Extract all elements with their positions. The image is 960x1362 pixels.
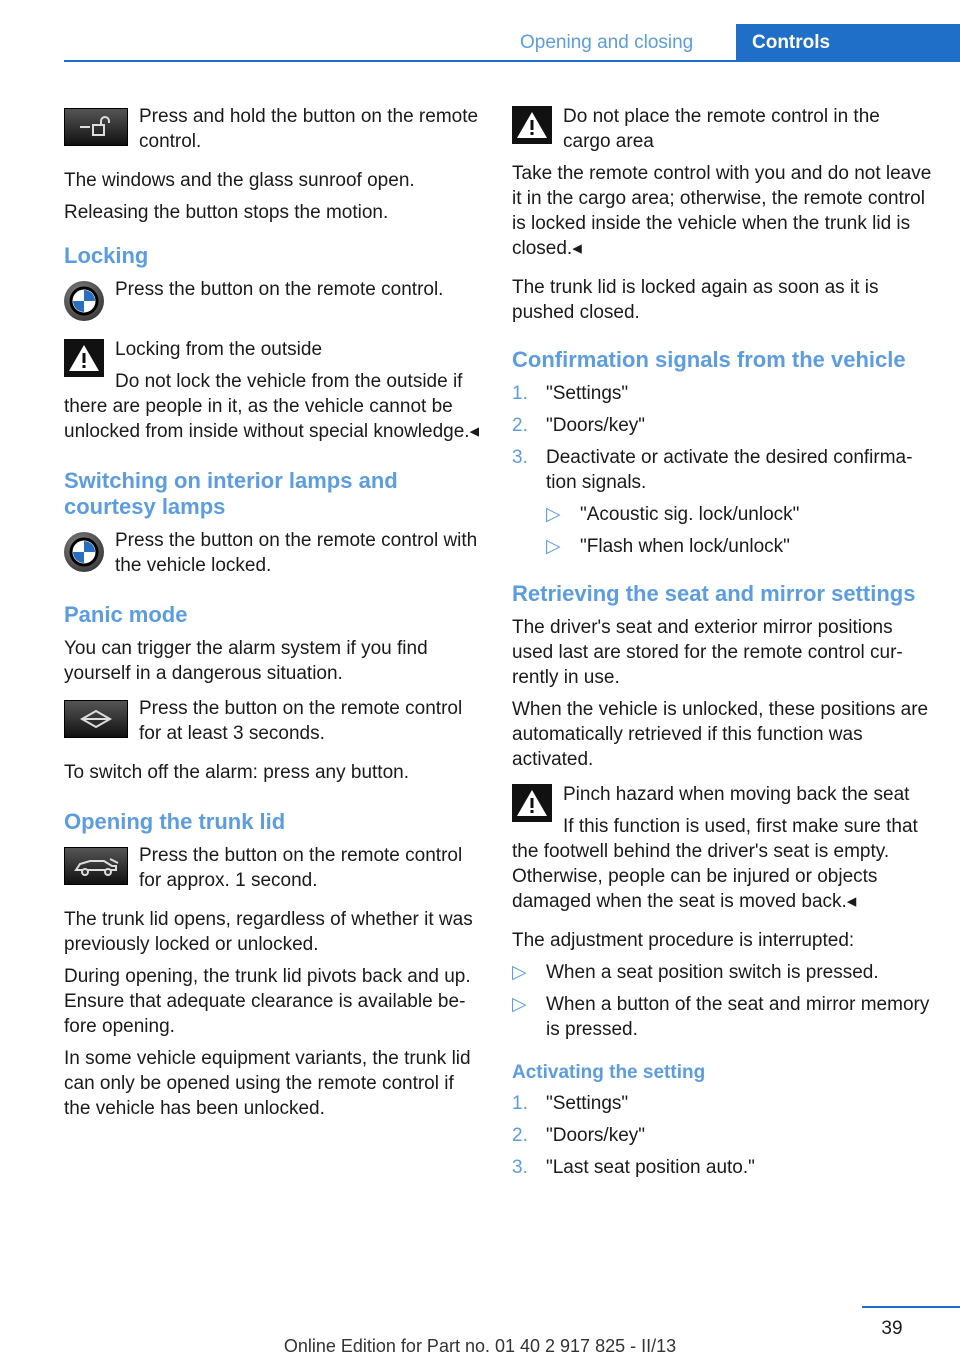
pinch-warning [512,782,932,914]
heading-confirmation: Confirmation signals from the vehicle [512,347,906,372]
windows-open-text: The windows and the glass sunroof open. [64,170,415,191]
lamps-text: Press the button on the remote control with the vehicle locked. [115,530,478,576]
heading-panic: Panic mode [64,602,188,627]
locking-warning-title: Locking from the outside [115,339,323,360]
trunk-pivot-text: During opening, the trunk lid pivots back and up. Ensure that adequate clearance is available before opening. [64,966,471,1037]
right-column [512,104,932,1187]
pinch-warning-text: If this function is used, first make sure that the footwell behind the driver's seat is empty. Otherwise, people can be injured or objects damaged when the seat is moved back.◂ [512,816,918,912]
open-windows-text: Press and hold the button on the remote control. [139,106,479,152]
panic-block [64,696,484,746]
relock-text: The trunk lid is locked again as soon as it is pushed closed. [512,277,879,323]
footer-edition: Online Edition for Part no. 01 40 2 917 825 - II/13 [283,1336,677,1356]
heading-lamps: Switching on interior lamps and courtesy lamps [64,468,398,519]
heading-locking: Locking [64,243,149,268]
heading-activating: Activating the setting [512,1062,706,1083]
list-item: 3. "Last seat position auto." [512,1157,755,1178]
list-item: 2. "Doors/key" [512,1125,646,1146]
warning-icon [64,339,104,377]
list-item: 2. "Doors/key" [512,415,646,436]
panic-press-text: Press the button on the remote control for at least 3 seconds. [139,698,463,744]
cargo-warning-text: Take the remote control with you and do not leave it in the cargo area; otherwise, the remote control is locked inside the vehicle when the trunk lid is closed.◂ [512,163,932,259]
trunk-variants-text: In some vehicle equipment variants, the trunk lid can only be opened using the remote control if the vehicle has been unlocked. [64,1048,471,1119]
locking-warning [64,337,484,444]
pinch-warning-title: Pinch hazard when moving back the seat [563,784,910,805]
list-item: 1. "Settings" [512,383,629,404]
activate-steps [512,1091,932,1180]
cargo-warning-title: Do not place the remote control in the cargo area [563,106,880,152]
panic-button-icon [64,700,128,738]
header-divider [64,60,960,62]
trunk-opens-text: The trunk lid opens, regardless of whether it was previously locked or unlocked. [64,909,473,955]
panic-off-text: To switch off the alarm: press any button. [64,762,409,783]
seat-stored-text: The driver's seat and exterior mirror positions used last are stored for the remote control currently in use. [512,617,903,688]
cargo-warning [512,104,932,261]
unlock-button-icon [64,108,128,146]
locking-warning-text: Do not lock the vehicle from the outside if there are people in it, as the vehicle cannot be unlocked from inside without special knowledge.◂ [64,371,480,442]
bmw-logo-button-icon [64,281,104,321]
seat-retrieved-text: When the vehicle is unlocked, these positions are automatically retrieved if this function was activated. [512,699,929,770]
header-chapter-tab: Controls [736,24,960,62]
bmw-logo-button-icon [64,532,104,572]
trunk-block [64,843,484,893]
page-number: 39 [881,1318,903,1339]
locking-text: Press the button on the remote control. [115,279,444,300]
lamps-block [64,528,484,578]
footer-divider [862,1306,960,1308]
list-item: ▷ When a seat position switch is pressed. [512,962,879,983]
release-text: Releasing the button stops the motion. [64,202,389,223]
open-windows-block [64,104,484,154]
interrupted-text: The adjustment procedure is interrupted: [512,930,855,951]
heading-trunk: Opening the trunk lid [64,809,286,834]
warning-icon [512,784,552,822]
warning-icon [512,106,552,144]
panic-intro-text: You can trigger the alarm system if you find yourself in a dangerous situation. [64,638,428,684]
locking-block [64,277,484,317]
list-item: ▷ When a button of the seat and mirror memory is pressed. [512,994,930,1040]
confirmation-options [512,502,932,559]
interrupt-conditions [512,960,932,1042]
heading-seat-settings: Retrieving the seat and mirror settings [512,581,916,606]
confirmation-steps [512,381,932,495]
list-item: 3. Deactivate or activate the desired confirmation signals. [512,447,913,493]
trunk-press-text: Press the button on the remote control for approx. 1 second. [139,845,463,891]
left-column [64,104,484,1128]
list-item: 1. "Settings" [512,1093,629,1114]
header-section-title: Opening and closing [520,32,694,53]
trunk-car-button-icon [64,847,128,885]
list-item: ▷ "Acoustic sig. lock/unlock" [546,504,800,525]
list-item: ▷ "Flash when lock/unlock" [546,536,790,557]
